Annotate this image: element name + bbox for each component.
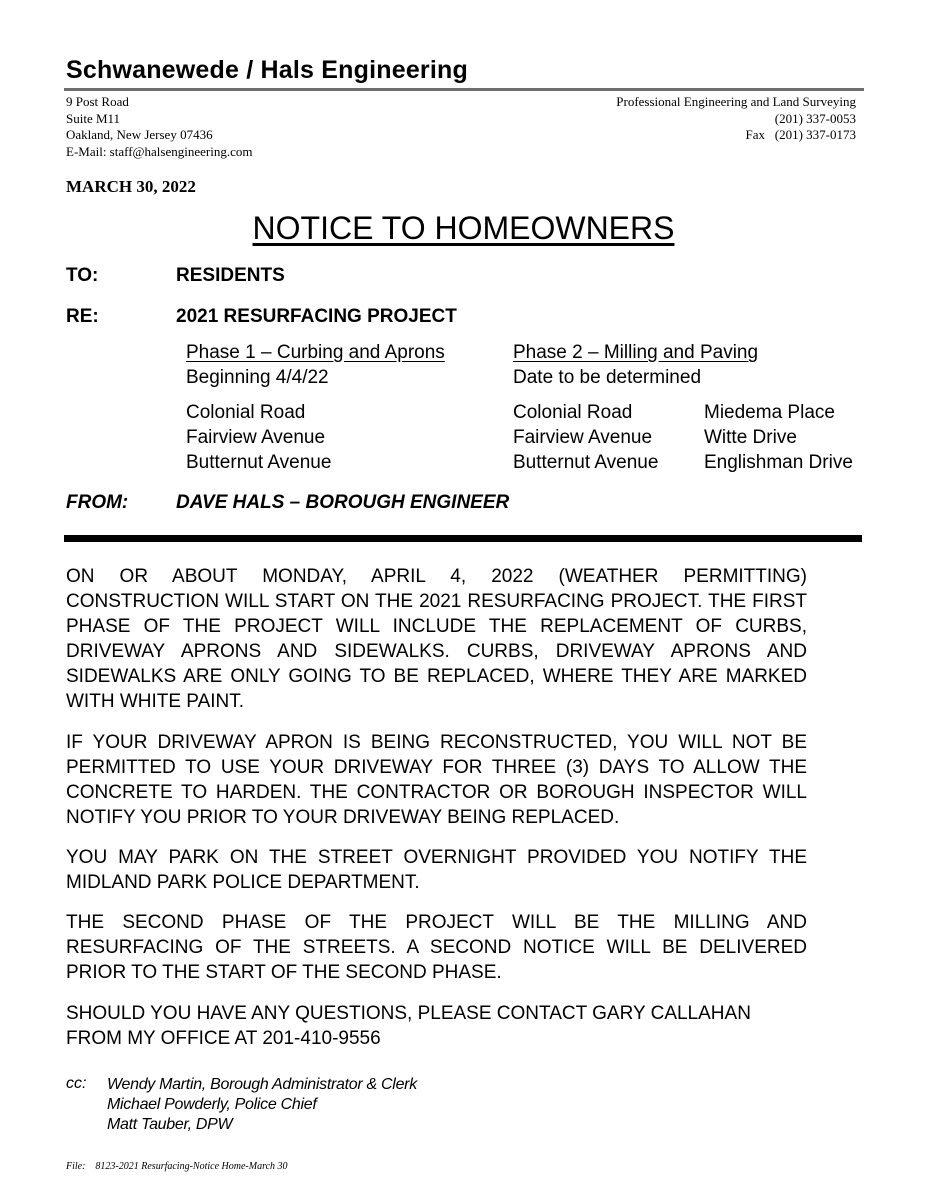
- to-value: RESIDENTS: [176, 265, 285, 286]
- phone-line: (201) 337-0053: [774, 110, 856, 126]
- phase2-header: [513, 340, 758, 390]
- cc-recipient: Wendy Martin, Borough Administrator & Clerk: [107, 1076, 417, 1093]
- street-item: Colonial Road: [186, 402, 306, 423]
- body-paragraph: ON OR ABOUT MONDAY, APRIL 4, 2022 (WEATHER PERMITTING) CONSTRUCTION WILL START ON THE 2021 RESURFACING PROJECT. THE FIRST PHASE OF THE PROJECT WILL INCLUDE THE REPLACEMENT OF CURBS, DRIVEWAY APRONS AND SIDEWALKS. CURBS, DRIVEWAY APRONS AND SIDEWALKS ARE ONLY GOING TO BE REPLACED, WHERE THEY ARE MARKED WITH WHITE PAINT.: [66, 566, 807, 712]
- street-item: Witte Drive: [704, 427, 797, 448]
- address-line: Suite M11: [66, 110, 121, 126]
- to-label: TO:: [66, 265, 99, 286]
- body-paragraph: IF YOUR DRIVEWAY APRON IS BEING RECONSTRUCTED, YOU WILL NOT BE PERMITTED TO USE YOUR DRIVEWAY FOR THREE (3) DAYS TO ALLOW THE CONCRETE TO HARDEN. THE CONTRACTOR OR BOROUGH INSPECTOR WILL NOTIFY YOU PRIOR TO YOUR DRIVEWAY BEING REPLACED.: [66, 732, 807, 828]
- body-paragraph: THE SECOND PHASE OF THE PROJECT WILL BE THE MILLING AND RESURFACING OF THE STREETS. A SECOND NOTICE WILL BE DELIVERED PRIOR TO THE START OF THE SECOND PHASE.: [66, 912, 807, 983]
- from-label: FROM:: [66, 492, 129, 513]
- street-item: Butternut Avenue: [186, 452, 332, 473]
- letterhead-divider: [64, 88, 864, 91]
- street-item: Miedema Place: [704, 402, 835, 423]
- phase2-street-list: [513, 400, 658, 475]
- body-paragraph: SHOULD YOU HAVE ANY QUESTIONS, PLEASE CONTACT GARY CALLAHAN FROM MY OFFICE AT 201-410-9556: [66, 1003, 751, 1049]
- services-line: Professional Engineering and Land Surveying: [616, 94, 856, 109]
- cc-recipient: Michael Powderly, Police Chief: [107, 1096, 317, 1113]
- phase2-heading: Phase 2 – Milling and Paving: [513, 342, 759, 363]
- phase2-street-list-2: [704, 400, 853, 475]
- re-label: RE:: [66, 306, 99, 327]
- address-line: 9 Post Road: [66, 94, 129, 109]
- phase1-street-list: [186, 400, 331, 475]
- firm-contact: [616, 94, 856, 144]
- street-item: Colonial Road: [513, 402, 633, 423]
- cc-recipient: Matt Tauber, DPW: [107, 1116, 233, 1133]
- re-value: 2021 RESURFACING PROJECT: [176, 306, 457, 327]
- file-reference: File: 8123-2021 Resurfacing-Notice Home-March 30: [66, 1161, 288, 1172]
- body-paragraph: YOU MAY PARK ON THE STREET OVERNIGHT PROVIDED YOU NOTIFY THE MIDLAND PARK POLICE DEPARTMENT.: [66, 847, 807, 893]
- letter-date: MARCH 30, 2022: [66, 177, 196, 196]
- cc-recipient-list: [107, 1075, 417, 1135]
- page-title: NOTICE TO HOMEOWNERS: [252, 210, 675, 246]
- street-item: Fairview Avenue: [186, 427, 326, 448]
- section-divider: [64, 535, 862, 542]
- street-item: Butternut Avenue: [513, 452, 659, 473]
- street-item: Englishman Drive: [704, 452, 853, 473]
- email-line: E-Mail: staff@halsengineering.com: [66, 143, 253, 159]
- phase2-timing: Date to be determined: [513, 367, 702, 388]
- phase1-timing: Beginning 4/4/22: [186, 367, 329, 388]
- fax-line: Fax (201) 337-0173: [745, 127, 856, 142]
- firm-name: Schwanewede / Hals Engineering: [66, 56, 468, 84]
- phase1-header: [186, 340, 445, 390]
- street-item: Fairview Avenue: [513, 427, 653, 448]
- cc-label: cc:: [66, 1075, 87, 1092]
- firm-address: [66, 94, 252, 160]
- phase1-heading: Phase 1 – Curbing and Aprons: [186, 342, 445, 363]
- address-line: Oakland, New Jersey 07436: [66, 127, 213, 142]
- from-value: DAVE HALS – BOROUGH ENGINEER: [176, 492, 510, 513]
